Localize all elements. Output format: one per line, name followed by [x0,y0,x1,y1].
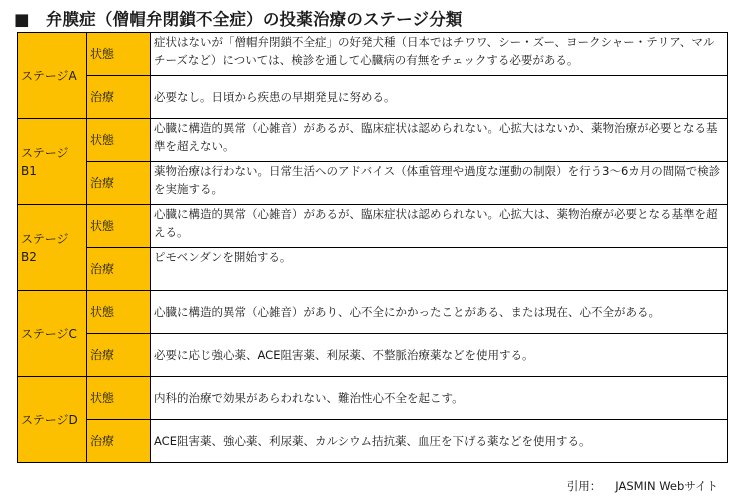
state-label: 状態 [87,291,151,334]
title-text: 弁膜症（僧帽弁閉鎖不全症）の投薬治療のステージ分類 [45,10,463,29]
stage-name: ステージC [18,291,87,377]
treatment-label: 治療 [87,162,151,205]
page-title [14,6,463,30]
state-label: 状態 [87,119,151,162]
state-label: 状態 [87,33,151,76]
table-row [18,291,728,334]
source-citation [567,478,718,494]
table-row [18,76,728,119]
stage-name: ステージA [18,33,87,119]
table-row [18,420,728,463]
state-label: 状態 [87,205,151,248]
stage-name: ステージD [18,377,87,463]
table-row [18,248,728,291]
stage-name: ステージB1 [18,119,87,205]
table-row [18,205,728,248]
treatment-description: 必要なし。日頃から疾患の早期発見に努める。 [151,76,728,119]
treatment-label: 治療 [87,76,151,119]
treatment-description: ACE阻害薬、強心薬、利尿薬、カルシウム拮抗薬、血圧を下げる薬などを使用する。 [151,420,728,463]
treatment-label: 治療 [87,248,151,291]
table-row [18,33,728,76]
state-description: 心臓に構造的異常（心雑音）があるが、臨床症状は認められない。心拡大は、薬物治療が必要となる基準を超える。 [151,205,728,248]
treatment-description: ピモベンダンを開始する。 [151,248,728,291]
stage-table [17,32,728,463]
source-label: 引用： [566,479,602,493]
treatment-description: 薬物治療は行わない。日常生活へのアドバイス（体重管理や過度な運動の制限）を行う3～6カ月の間隔で検診を実施する。 [151,162,728,205]
source-name: JASMIN Webサイト [615,479,718,493]
table-row [18,162,728,205]
table-row [18,377,728,420]
state-description: 心臓に構造的異常（心雑音）があり、心不全にかかったことがある、または現在、心不全がある。 [151,291,728,334]
table-row [18,119,728,162]
state-description: 心臓に構造的異常（心雑音）があるが、臨床症状は認められない。心拡大はないか、薬物治療が必要となる基準を超えない。 [151,119,728,162]
treatment-label: 治療 [87,420,151,463]
title-bullet-icon: ■ [14,10,30,29]
treatment-description: 必要に応じ強心薬、ACE阻害薬、利尿薬、不整脈治療薬などを使用する。 [151,334,728,377]
state-label: 状態 [87,377,151,420]
table-row [18,334,728,377]
state-description: 内科的治療で効果があらわれない、難治性心不全を起こす。 [151,377,728,420]
stage-name: ステージB2 [18,205,87,291]
treatment-label: 治療 [87,334,151,377]
state-description: 症状はないが「僧帽弁閉鎖不全症」の好発犬種（日本ではチワワ、シー・ズー、ヨークシャー・テリア、マルチーズなど）については、検診を通して心臓病の有無をチェックする必要がある。 [151,33,728,76]
